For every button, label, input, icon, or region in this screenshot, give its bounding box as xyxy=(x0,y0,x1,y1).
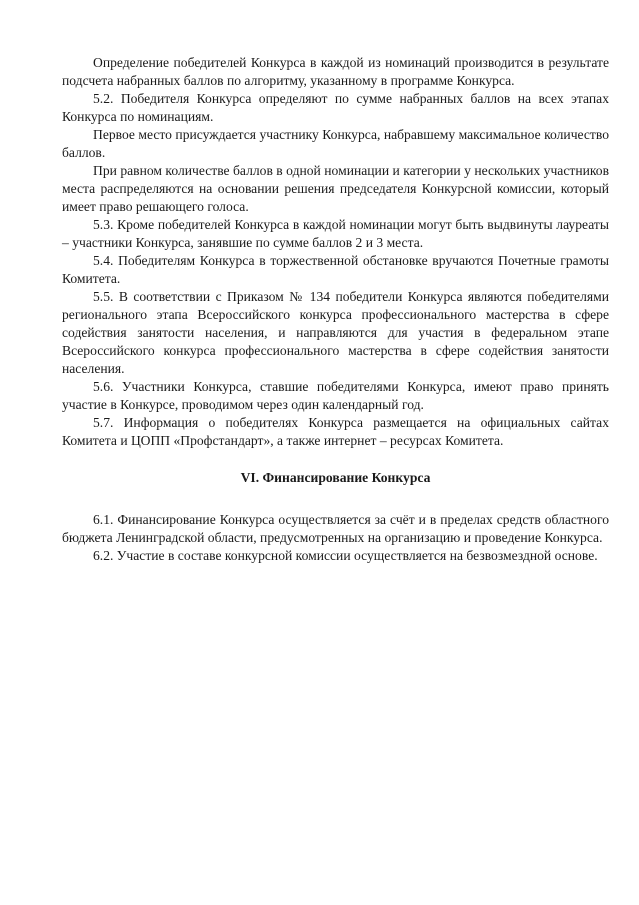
paragraph-equal-points: При равном количестве баллов в одной номинации и категории у нескольких участников места распределяются на основании решения председателя Конкурсной комиссии, который имеет право решающего голоса. xyxy=(62,163,609,214)
paragraph-5-3: 5.3. Кроме победителей Конкурса в каждой номинации могут быть выдвинуты лауреаты – участники Конкурса, занявшие по сумме баллов 2 и 3 места. xyxy=(62,217,609,250)
paragraph-winners-determination: Определение победителей Конкурса в каждой из номинаций производится в результате подсчета набранных баллов по алгоритму, указанному в программе Конкурса. xyxy=(62,55,609,88)
document-page xyxy=(62,54,609,565)
paragraph-first-place: Первое место присуждается участнику Конкурса, набравшему максимальное количество баллов. xyxy=(62,127,609,160)
paragraph-6-2: 6.2. Участие в составе конкурсной комиссии осуществляется на безвозмездной основе. xyxy=(93,548,598,563)
paragraph-6-1: 6.1. Финансирование Конкурса осуществляется за счёт и в пределах средств областного бюджета Ленинградской области, предусмотренных на организацию и проведение Конкурса. xyxy=(62,512,609,545)
paragraph-5-7: 5.7. Информация о победителях Конкурса размещается на официальных сайтах Комитета и ЦОПП «Профстандарт», а также интернет – ресурсах Комитета. xyxy=(62,415,609,448)
section-heading: VI. Финансирование Конкурса xyxy=(240,470,431,485)
paragraph-5-5: 5.5. В соответствии с Приказом № 134 победители Конкурса являются победителями регионального этапа Всероссийского конкурса профессионального мастерства в сфере содействия занятости населения, и направляются для участия в федеральном этапе Всероссийского конкурса профессионального мастерства в сфере содействия занятости населения. xyxy=(62,289,609,376)
paragraph-5-2: 5.2. Победителя Конкурса определяют по сумме набранных баллов на всех этапах Конкурса по номинациям. xyxy=(62,91,609,124)
paragraph-5-6: 5.6. Участники Конкурса, ставшие победителями Конкурса, имеют право принять участие в Конкурсе, проводимом через один календарный год. xyxy=(62,379,609,412)
paragraph-5-4: 5.4. Победителям Конкурса в торжественной обстановке вручаются Почетные грамоты Комитета. xyxy=(62,253,609,286)
